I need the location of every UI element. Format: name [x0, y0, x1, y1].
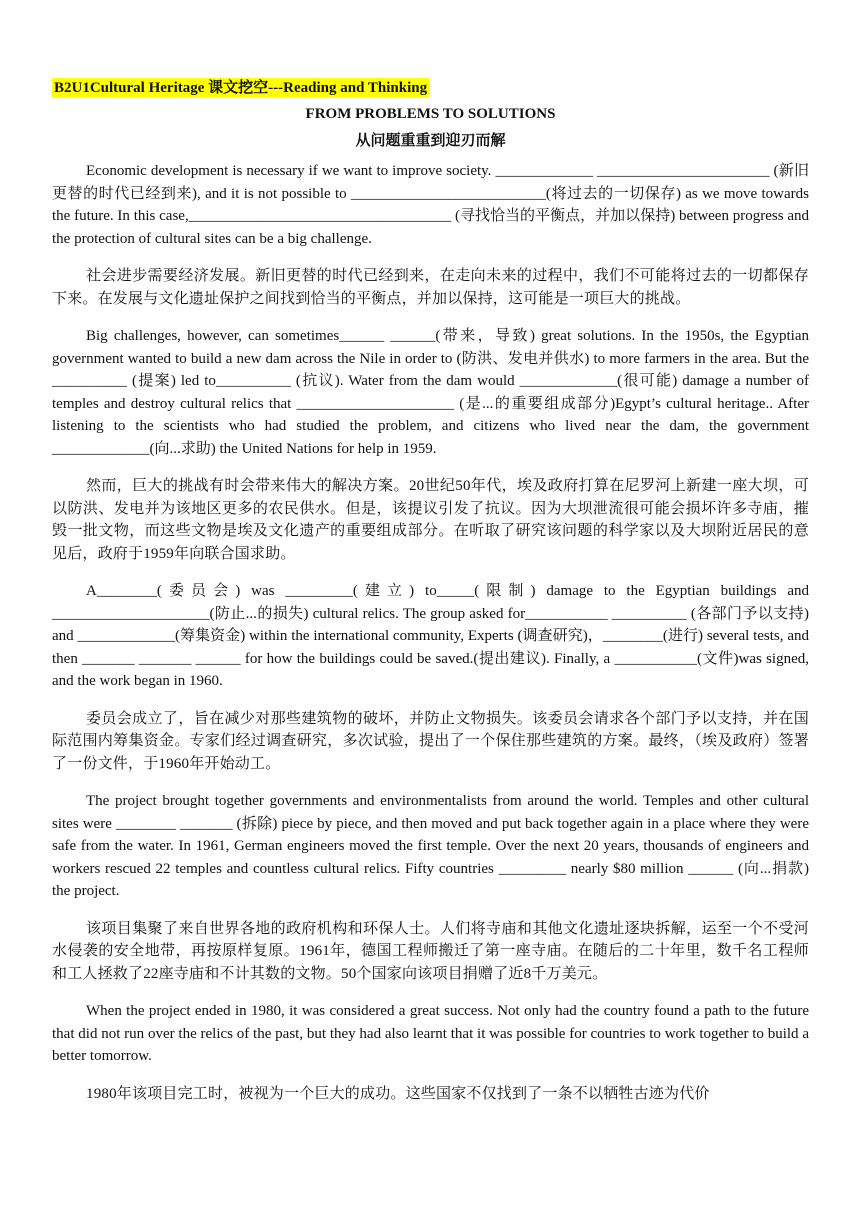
lesson-header: B2U1Cultural Heritage 课文挖空---Reading and Thinking	[54, 80, 428, 96]
paragraph-1-chinese: 社会进步需要经济发展。新旧更替的时代已经到来，在走向未来的过程中，我们不可能将过去的一切都保存下来。在发展与文化遗址保护之间找到恰当的平衡点，并加以保持，这可能是一项巨大的挑战。	[52, 268, 809, 307]
paragraph-1-english: Economic development is necessary if we want to improve society. _____________ _______________________ (新旧更替的时代已经到来), and it is not possible to __________________________(将过去的一切保存) as we move towards the future. In this case,___________________________________ (寻找恰当的平衡点，并加以保持) between progress and the protection of cultural sites can be a big challenge.	[52, 163, 809, 247]
paragraph-3-english: A________(委员会) was _________(建立) to_____(限制) damage to the Egyptian buildings and _____________________(防止...的损失) cultural relics. The group asked for___________ __________ (各部门予以支持) and _____________(筹集资金) within the international community, Experts (调查研究)，________(进行) several tests, and then _______ _______ ______ for how the buildings could be saved.(提出建议). Finally, a ___________(文件)was signed, and the work began in 1960.	[52, 583, 809, 689]
document-page	[52, 78, 809, 1120]
paragraph-4-english: The project brought together governments and environmentalists from around the world. Temples and other cultural sites were ________ _______ (拆除) piece by piece, and then moved and put back together again in a place where they were safe from the water. In 1961, German engineers moved the first temple. Over the next 20 years, thousands of engineers and workers rescued 22 temples and countless cultural relics. Fifty countries _________ nearly $80 million ______ (向...捐款) the project.	[52, 793, 809, 899]
paragraph-2-english: Big challenges, however, can sometimes______ ______(带来，导致) great solutions. In the 1950s, the Egyptian government wanted to build a new dam across the Nile in order to (防洪、发电并供水) to more farmers in the area. But the __________ (提案) led to__________ (抗议). Water from the dam would _____________(很可能) damage a number of temples and destroy cultural relics that _____________________ (是...的重要组成部分)Egypt’s cultural heritage.. After listening to the scientists who had studied the problem, and citizens who lived near the dam, the government _____________(向...求助) the United Nations for help in 1959.	[52, 328, 809, 457]
paragraph-5-english: When the project ended in 1980, it was considered a great success. Not only had the country found a path to the future that did not run over the relics of the past, but they had also learnt that it was possible for countries to work together to build a better tomorrow.	[52, 1003, 809, 1064]
document-title: FROM PROBLEMS TO SOLUTIONS	[305, 106, 556, 122]
paragraph-5-chinese: 1980年该项目完工时，被视为一个巨大的成功。这些国家不仅找到了一条不以牺牲古迹为代价	[86, 1085, 710, 1102]
paragraph-2-chinese: 然而，巨大的挑战有时会带来伟大的解决方案。20世纪50年代，埃及政府打算在尼罗河上新建一座大坝，可以防洪、发电并为该地区更多的农民供水。但是，该提议引发了抗议。因为大坝泄流很可能会损坏许多寺庙，摧毁一批文物，而这些文物是埃及文化遗产的重要组成部分。在听取了研究该问题的科学家以及大坝附近居民的意见后，政府于1959年向联合国求助。	[52, 478, 809, 562]
paragraph-3-chinese: 委员会成立了，旨在减少对那些建筑物的破坏，并防止文物损失。该委员会请求各个部门予以支持，并在国际范围内筹集资金。专家们经过调查研究，多次试验，提出了一个保住那些建筑的方案。最终，（埃及政府）签署了一份文件，于1960年开始动工。	[52, 710, 809, 772]
header-line	[52, 78, 809, 98]
paragraph-4-chinese: 该项目集聚了来自世界各地的政府机构和环保人士。人们将寺庙和其他文化遗址逐块拆解，运至一个不受河水侵袭的安全地带，再按原样复原。1961年，德国工程师搬迁了第一座寺庙。在随后的二十年里，数千名工程师和工人拯救了22座寺庙和不计其数的文物。50个国家向该项目捐赠了近8千万美元。	[52, 920, 809, 982]
document-subtitle: 从问题重重到迎刃而解	[355, 133, 506, 149]
